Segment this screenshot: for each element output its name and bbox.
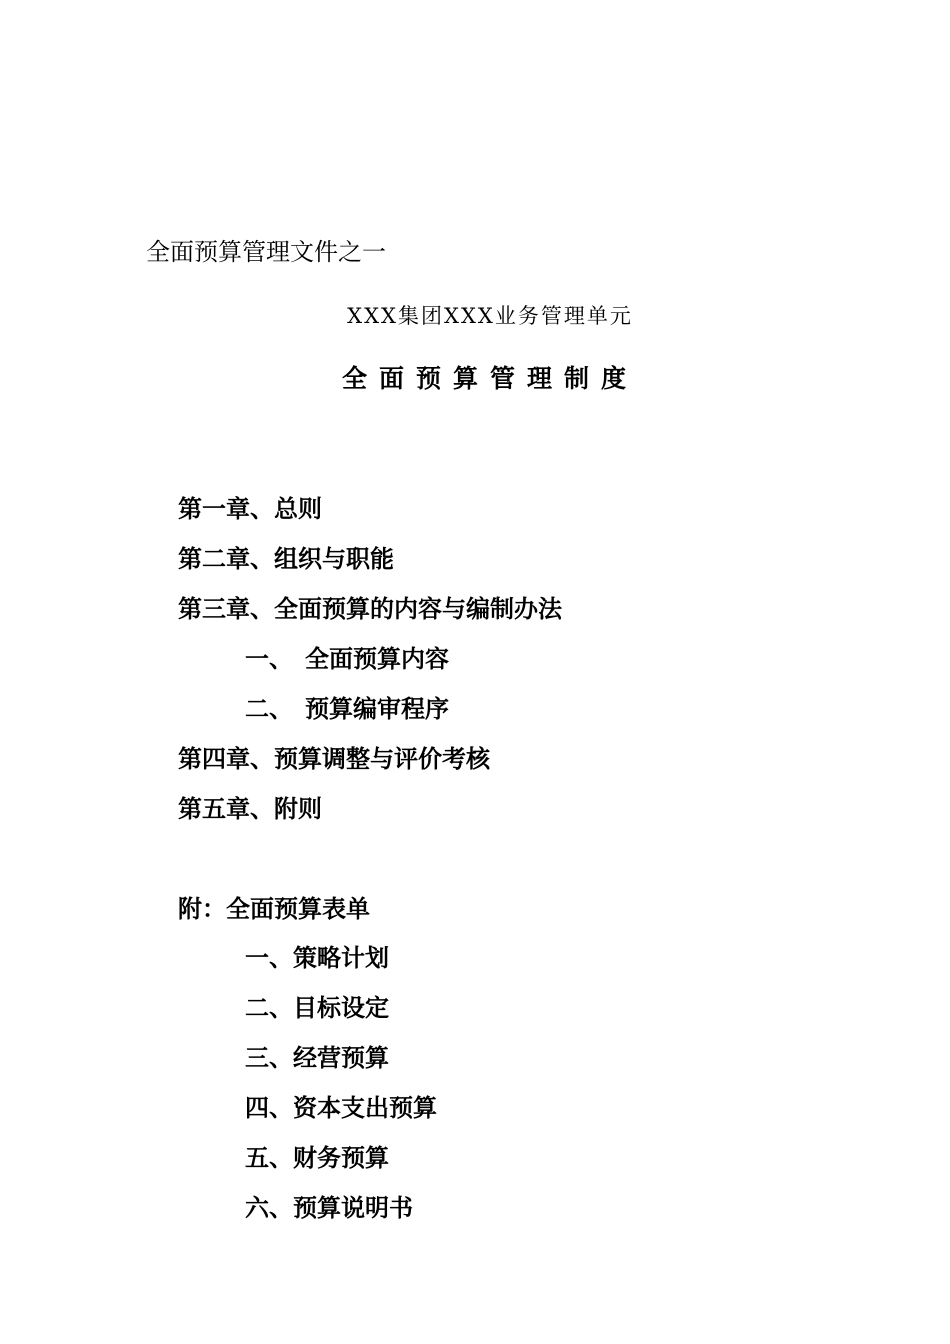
toc-section-label: 预算编审程序 xyxy=(305,695,449,723)
organization-line: XXX集团XXX业务管理单元 xyxy=(347,304,633,328)
toc-section-number: 一、 xyxy=(245,645,293,673)
toc-chapter-3: 第三章、全面预算的内容与编制办法 xyxy=(178,595,562,623)
toc-chapter-4: 第四章、预算调整与评价考核 xyxy=(178,745,490,773)
appendix-item-4: 四、资本支出预算 xyxy=(245,1094,437,1122)
appendix-item-6: 六、预算说明书 xyxy=(245,1194,413,1222)
appendix-item-1: 一、策略计划 xyxy=(245,944,389,972)
toc-section-3-1 xyxy=(245,647,449,671)
toc-chapter-2: 第二章、组织与职能 xyxy=(178,545,394,573)
appendix-item-3: 三、经营预算 xyxy=(245,1044,389,1072)
toc-section-label: 全面预算内容 xyxy=(305,645,449,673)
toc-section-number: 二、 xyxy=(245,695,293,723)
appendix-item-5: 五、财务预算 xyxy=(245,1144,389,1172)
document-title: 全面预算管理制度 xyxy=(341,364,638,393)
toc-chapter-1: 第一章、总则 xyxy=(178,495,322,523)
toc-section-3-2 xyxy=(245,697,449,721)
appendix-title: 附：全面预算表单 xyxy=(178,895,370,923)
toc-chapter-5: 第五章、附则 xyxy=(178,795,322,823)
appendix-item-2: 二、目标设定 xyxy=(245,994,389,1022)
series-label: 全面预算管理文件之一 xyxy=(146,238,386,266)
